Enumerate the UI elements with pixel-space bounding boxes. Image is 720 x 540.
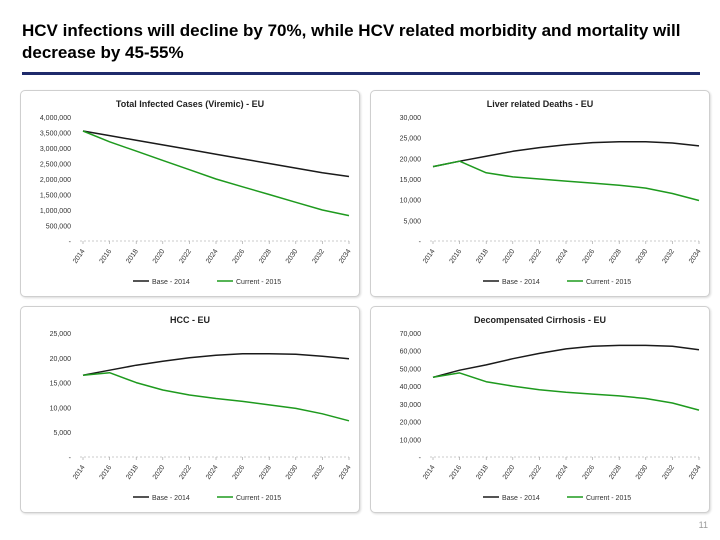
series-line-base — [433, 345, 699, 377]
y-tick-label: 30,000 — [399, 401, 421, 409]
x-tick-label: 2014 — [71, 248, 87, 265]
x-tick-label: 2030 — [284, 248, 300, 265]
x-tick-label: 2034 — [337, 248, 353, 265]
x-tick-label: 2020 — [501, 248, 517, 265]
y-tick-label: 4,000,000 — [39, 115, 71, 122]
x-tick-label: 2016 — [448, 464, 464, 481]
x-tick-label: 2032 — [661, 248, 677, 265]
x-tick-label: 2026 — [581, 464, 597, 481]
x-tick-label: 2026 — [231, 248, 247, 265]
x-tick-label: 2034 — [337, 464, 353, 481]
y-tick-label: 20,000 — [399, 419, 421, 427]
y-tick-label: 15,000 — [399, 177, 421, 184]
x-tick-label: 2032 — [661, 464, 677, 481]
legend-label: Base - 2014 — [502, 495, 540, 502]
y-tick-label: 2,000,000 — [39, 177, 71, 184]
y-tick-label: 3,000,000 — [39, 146, 71, 153]
y-tick-label: 40,000 — [399, 384, 421, 392]
x-tick-label: 2030 — [634, 464, 650, 481]
series-line-base — [83, 354, 349, 375]
x-tick-label: 2018 — [125, 248, 140, 265]
y-tick-label: 50,000 — [399, 366, 421, 374]
x-tick-label: 2014 — [421, 248, 437, 265]
x-tick-label: 2028 — [258, 248, 273, 265]
x-tick-label: 2022 — [178, 464, 194, 481]
chart-svg-liver-deaths — [371, 91, 709, 296]
chart-title: HCC - EU — [170, 315, 210, 325]
x-tick-label: 2016 — [448, 248, 464, 265]
x-tick-label: 2020 — [501, 464, 517, 481]
x-tick-label: 2014 — [421, 464, 437, 481]
y-tick-label: - — [418, 455, 421, 462]
y-tick-label: 2,500,000 — [39, 161, 71, 169]
x-tick-label: 2032 — [311, 464, 327, 481]
y-tick-label: 500,000 — [45, 223, 71, 231]
x-tick-label: 2028 — [258, 464, 273, 481]
x-tick-label: 2034 — [687, 248, 703, 265]
page-number: 11 — [698, 520, 708, 530]
x-tick-label: 2024 — [554, 248, 570, 265]
legend-label: Base - 2014 — [152, 495, 190, 502]
y-tick-label: 20,000 — [49, 355, 71, 363]
series-line-base — [83, 131, 349, 177]
chart-title: Decompensated Cirrhosis - EU — [473, 315, 607, 325]
series-line-current — [83, 373, 349, 421]
legend-label: Current - 2015 — [586, 495, 632, 502]
y-tick-label: 10,000 — [49, 405, 71, 413]
legend-label: Current - 2015 — [236, 495, 282, 502]
x-tick-label: 2030 — [284, 464, 300, 481]
y-tick-label: 30,000 — [399, 115, 421, 122]
series-line-current — [83, 131, 349, 216]
chart-panel-liver-deaths — [370, 90, 710, 297]
y-tick-label: 25,000 — [49, 331, 71, 338]
y-tick-label: - — [68, 455, 71, 462]
x-tick-label: 2028 — [608, 464, 623, 481]
x-tick-label: 2026 — [231, 464, 247, 481]
series-line-base — [433, 142, 699, 167]
x-tick-label: 2028 — [608, 248, 623, 265]
chart-panel-decompensated-cirrhosis — [370, 306, 710, 513]
y-tick-label: - — [418, 239, 421, 246]
title-divider — [22, 72, 700, 75]
legend-label: Current - 2015 — [236, 279, 282, 286]
y-tick-label: 1,000,000 — [39, 208, 71, 215]
x-tick-label: 2020 — [151, 248, 167, 265]
x-tick-label: 2018 — [475, 464, 490, 481]
x-tick-label: 2022 — [178, 248, 194, 265]
x-tick-label: 2034 — [687, 464, 703, 481]
y-tick-label: 1,500,000 — [39, 192, 71, 200]
y-tick-label: 70,000 — [399, 331, 421, 338]
chart-panel-hcc — [20, 306, 360, 513]
y-tick-label: 20,000 — [399, 156, 421, 164]
chart-panel-infected — [20, 90, 360, 297]
chart-svg-decompensated-cirrhosis — [371, 307, 709, 512]
slide-title: HCV infections will decline by 70%, while HCV related morbidity and mortality will decrease by 45-55% — [22, 21, 681, 62]
x-tick-label: 2030 — [634, 248, 650, 265]
series-line-current — [433, 373, 699, 410]
x-tick-label: 2022 — [528, 248, 544, 265]
y-tick-label: - — [68, 239, 71, 246]
y-tick-label: 10,000 — [399, 437, 421, 445]
y-tick-label: 10,000 — [399, 197, 421, 205]
x-tick-label: 2020 — [151, 464, 167, 481]
x-tick-label: 2016 — [98, 248, 114, 265]
y-tick-label: 5,000 — [403, 218, 421, 226]
legend-label: Base - 2014 — [502, 279, 540, 286]
series-line-current — [433, 161, 699, 200]
x-tick-label: 2024 — [204, 464, 220, 481]
x-tick-label: 2014 — [71, 464, 87, 481]
y-tick-label: 3,500,000 — [39, 130, 71, 138]
y-tick-label: 25,000 — [399, 135, 421, 143]
x-tick-label: 2016 — [98, 464, 114, 481]
chart-title: Liver related Deaths - EU — [486, 99, 594, 109]
chart-svg-hcc — [21, 307, 359, 512]
chart-svg-infected — [21, 91, 359, 296]
chart-title: Total Infected Cases (Viremic) - EU — [115, 99, 265, 109]
x-tick-label: 2022 — [528, 464, 544, 481]
legend-label: Current - 2015 — [586, 279, 632, 286]
x-tick-label: 2024 — [204, 248, 220, 265]
x-tick-label: 2026 — [581, 248, 597, 265]
y-tick-label: 5,000 — [53, 430, 71, 438]
legend-label: Base - 2014 — [152, 279, 190, 286]
y-tick-label: 15,000 — [49, 380, 71, 388]
x-tick-label: 2032 — [311, 248, 327, 265]
x-tick-label: 2018 — [475, 248, 490, 265]
y-tick-label: 60,000 — [399, 348, 421, 356]
x-tick-label: 2024 — [554, 464, 570, 481]
x-tick-label: 2018 — [125, 464, 140, 481]
